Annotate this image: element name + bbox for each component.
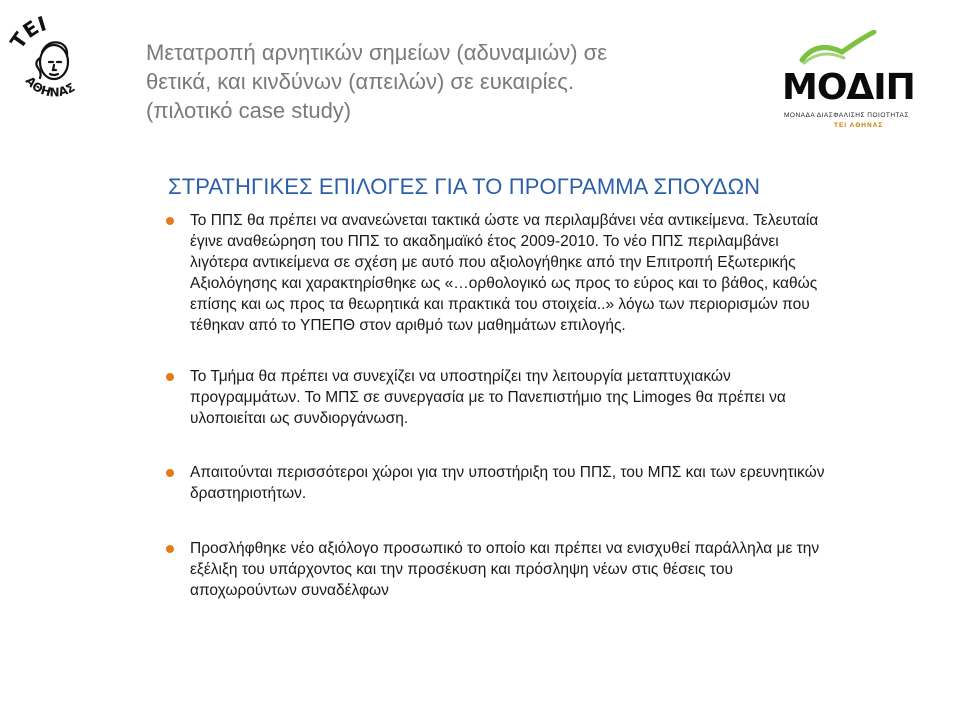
bullet-line: τέθηκαν από το ΥΠΕΠΘ στον αριθμό των μαθημάτων επιλογής. [190, 317, 626, 334]
bullet-line: Το ΠΠΣ θα πρέπει να ανανεώνεται τακτικά ώστε να περιλαμβάνει νέα αντικείμενα. Τελευταία [190, 212, 819, 229]
bullet-line: Αξιολόγησης και χαρακτηρίσθηκε ως «…ορθολογικό ως προς το εύρος και το βάθος, καθώς [190, 275, 818, 292]
bullet-line: Το Τμήμα θα πρέπει να συνεχίζει να υποστηρίζει την λειτουργία μεταπτυχιακών [190, 368, 731, 385]
bullet-line: δραστηριοτήτων. [190, 485, 307, 502]
tei-athens-logo-icon [4, 10, 104, 110]
section-heading: ΣΤΡΑΤΗΓΙΚΕΣ ΕΠΙΛΟΓΕΣ ΓΙΑ ΤΟ ΠΡΟΓΡΑΜΜΑ ΣΠΟΥΔΩΝ [168, 174, 761, 199]
bullet-marker-icon [166, 373, 174, 381]
bullet-line: υλοποιείται ως συνδιοργάνωση. [190, 410, 409, 427]
title-line: θετικά, και κινδύνων (απειλών) σε ευκαιρίες. [146, 69, 575, 94]
tei-logo-text-bottom: ΑΘΗΝΑΣ [22, 73, 78, 100]
bullet-line: Προσλήφθηκε νέο αξιόλογο προσωπικό το οποίο και πρέπει να ενισχυθεί παράλληλα με την [190, 540, 820, 557]
title-line: Μετατροπή αρνητικών σημείων (αδυναμιών) σε [146, 40, 608, 65]
slide-title [146, 38, 756, 125]
bullet-marker-icon [166, 469, 174, 477]
bullet-item [190, 538, 915, 601]
bullet-line: προγραμμάτων. Το ΜΠΣ σε συνεργασία με το Πανεπιστήμιο της Limoges θα πρέπει να [190, 389, 786, 406]
bullet-line: επίσης και ως προς τα θεωρητικά και πρακτικά του στοιχεία..» λόγω των περιορισμών που [190, 296, 810, 313]
title-line: (πιλοτικό case study) [146, 98, 352, 123]
modip-name: ΜΟΔΙΠ [782, 67, 915, 108]
bullet-line: έγινε αναθεώρηση του ΠΠΣ το ακαδημαϊκό έτος 2009-2010. Το νέο ΠΠΣ περιλαμβάνει [190, 233, 779, 250]
svg-text:ΤΕΙ [5, 11, 49, 53]
bullet-item [190, 462, 915, 504]
bullet-line: αποχωρούντων συναδέλφων [190, 582, 389, 599]
bullet-line: εξέλιξη του υπάρχοντος και την προσέκυση και πρόσληψη νέων στις θέσεις του [190, 561, 733, 578]
bullet-item [190, 210, 915, 336]
bullet-line: λιγότερα αντικείμενα σε σχέση με αυτό που αξιολογήθηκε από την Επιτροπή Εξωτερικής [190, 254, 796, 271]
bullet-item [190, 366, 915, 429]
modip-institution: ΤΕΙ ΑΘΗΝΑΣ [834, 122, 884, 129]
modip-subtitle: ΜΟΝΑΔΑ ΔΙΑΣΦΑΛΙΣΗΣ ΠΟΙΟΤΗΤΑΣ [784, 112, 909, 119]
tei-logo-text-top: ΤΕΙ [5, 11, 50, 54]
bullet-marker-icon [166, 545, 174, 553]
modip-logo-icon [782, 30, 932, 129]
bullet-line: Απαιτούνται περισσότεροι χώροι για την υποστήριξη του ΠΠΣ, του ΜΠΣ και των ερευνητικών [190, 464, 825, 481]
bullet-marker-icon [166, 217, 174, 225]
